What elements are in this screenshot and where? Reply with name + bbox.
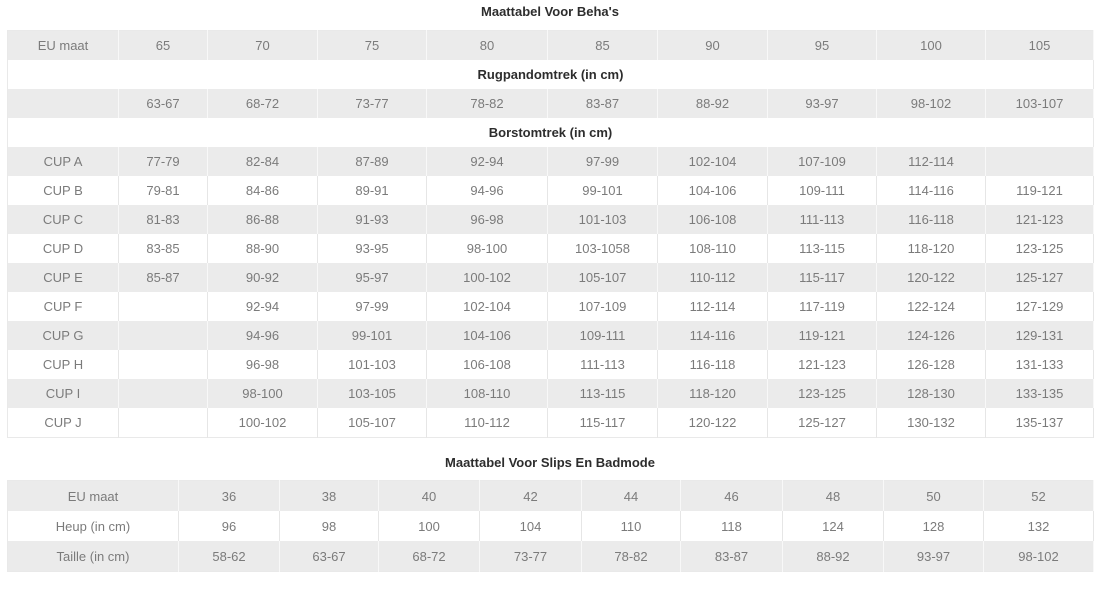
table-row — [8, 147, 1094, 176]
value-cell: 109-111 — [548, 321, 658, 350]
value-cell: 117-119 — [768, 292, 877, 321]
value-cell: 99-101 — [318, 321, 427, 350]
table-row — [8, 541, 1094, 572]
value-cell: 95 — [768, 31, 877, 61]
value-cell: 86-88 — [208, 205, 318, 234]
row-label-cell: CUP A — [8, 147, 119, 176]
row-label-cell: CUP G — [8, 321, 119, 350]
value-cell: 79-81 — [119, 176, 208, 205]
value-cell: 78-82 — [582, 541, 681, 572]
value-cell: 94-96 — [427, 176, 548, 205]
value-cell: 118 — [681, 511, 783, 541]
value-cell: 88-92 — [783, 541, 884, 572]
value-cell: 98-100 — [208, 379, 318, 408]
value-cell: 105-107 — [318, 408, 427, 438]
table-row — [8, 89, 1094, 118]
value-cell: 127-129 — [986, 292, 1094, 321]
value-cell: 70 — [208, 31, 318, 61]
row-label-cell: EU maat — [8, 31, 119, 61]
row-label-cell: CUP B — [8, 176, 119, 205]
value-cell: 113-115 — [768, 234, 877, 263]
value-cell: 90-92 — [208, 263, 318, 292]
value-cell: 63-67 — [280, 541, 379, 572]
table-row — [8, 481, 1094, 512]
value-cell: 85-87 — [119, 263, 208, 292]
value-cell: 129-131 — [986, 321, 1094, 350]
row-label-cell: CUP F — [8, 292, 119, 321]
value-cell: 115-117 — [548, 408, 658, 438]
value-cell: 101-103 — [548, 205, 658, 234]
value-cell: 128 — [884, 511, 984, 541]
section-row — [8, 118, 1094, 147]
row-label-cell: CUP C — [8, 205, 119, 234]
briefs-size-table — [7, 480, 1094, 572]
value-cell: 46 — [681, 481, 783, 512]
value-cell: 82-84 — [208, 147, 318, 176]
value-cell: 114-116 — [658, 321, 768, 350]
value-cell — [119, 408, 208, 438]
table-row — [8, 263, 1094, 292]
value-cell: 109-111 — [768, 176, 877, 205]
value-cell: 115-117 — [768, 263, 877, 292]
value-cell: 124 — [783, 511, 884, 541]
value-cell: 133-135 — [986, 379, 1094, 408]
table-row — [8, 234, 1094, 263]
table-row — [8, 511, 1094, 541]
row-label-cell: CUP H — [8, 350, 119, 379]
value-cell: 122-124 — [877, 292, 986, 321]
value-cell: 92-94 — [208, 292, 318, 321]
value-cell: 120-122 — [877, 263, 986, 292]
value-cell: 65 — [119, 31, 208, 61]
value-cell: 123-125 — [768, 379, 877, 408]
value-cell: 103-107 — [986, 89, 1094, 118]
value-cell: 42 — [480, 481, 582, 512]
value-cell: 96 — [179, 511, 280, 541]
value-cell: 98-100 — [427, 234, 548, 263]
value-cell: 75 — [318, 31, 427, 61]
value-cell: 92-94 — [427, 147, 548, 176]
table-row — [8, 350, 1094, 379]
value-cell: 131-133 — [986, 350, 1094, 379]
value-cell: 97-99 — [548, 147, 658, 176]
value-cell: 100 — [379, 511, 480, 541]
table-row — [8, 321, 1094, 350]
value-cell: 132 — [984, 511, 1094, 541]
value-cell: 116-118 — [877, 205, 986, 234]
value-cell: 106-108 — [427, 350, 548, 379]
value-cell: 119-121 — [768, 321, 877, 350]
value-cell: 104 — [480, 511, 582, 541]
value-cell: 100 — [877, 31, 986, 61]
value-cell: 93-95 — [318, 234, 427, 263]
table-row — [8, 408, 1094, 438]
value-cell: 118-120 — [877, 234, 986, 263]
section-label-cell: Rugpandomtrek (in cm) — [8, 60, 1094, 89]
value-cell: 104-106 — [658, 176, 768, 205]
row-label-cell — [8, 89, 119, 118]
value-cell: 52 — [984, 481, 1094, 512]
value-cell: 78-82 — [427, 89, 548, 118]
value-cell: 48 — [783, 481, 884, 512]
value-cell: 73-77 — [480, 541, 582, 572]
value-cell: 113-115 — [548, 379, 658, 408]
value-cell: 121-123 — [986, 205, 1094, 234]
table-row — [8, 31, 1094, 61]
value-cell: 88-92 — [658, 89, 768, 118]
value-cell — [119, 292, 208, 321]
value-cell: 81-83 — [119, 205, 208, 234]
row-label-cell: CUP I — [8, 379, 119, 408]
value-cell: 90 — [658, 31, 768, 61]
row-label-cell: CUP E — [8, 263, 119, 292]
value-cell: 80 — [427, 31, 548, 61]
value-cell: 121-123 — [768, 350, 877, 379]
section-label-cell: Borstomtrek (in cm) — [8, 118, 1094, 147]
value-cell: 83-85 — [119, 234, 208, 263]
value-cell: 108-110 — [427, 379, 548, 408]
value-cell: 104-106 — [427, 321, 548, 350]
value-cell: 105 — [986, 31, 1094, 61]
value-cell: 87-89 — [318, 147, 427, 176]
value-cell: 84-86 — [208, 176, 318, 205]
value-cell: 114-116 — [877, 176, 986, 205]
value-cell — [119, 379, 208, 408]
value-cell — [119, 321, 208, 350]
value-cell: 38 — [280, 481, 379, 512]
value-cell: 96-98 — [208, 350, 318, 379]
value-cell: 128-130 — [877, 379, 986, 408]
table-row — [8, 205, 1094, 234]
value-cell: 40 — [379, 481, 480, 512]
value-cell: 36 — [179, 481, 280, 512]
briefs-table-title: Maattabel Voor Slips En Badmode — [445, 455, 655, 470]
value-cell: 120-122 — [658, 408, 768, 438]
value-cell: 85 — [548, 31, 658, 61]
value-cell: 98 — [280, 511, 379, 541]
value-cell: 63-67 — [119, 89, 208, 118]
value-cell: 108-110 — [658, 234, 768, 263]
value-cell: 95-97 — [318, 263, 427, 292]
value-cell: 96-98 — [427, 205, 548, 234]
value-cell: 100-102 — [208, 408, 318, 438]
value-cell: 68-72 — [379, 541, 480, 572]
value-cell: 77-79 — [119, 147, 208, 176]
value-cell: 97-99 — [318, 292, 427, 321]
value-cell: 68-72 — [208, 89, 318, 118]
value-cell: 105-107 — [548, 263, 658, 292]
value-cell: 102-104 — [658, 147, 768, 176]
value-cell: 130-132 — [877, 408, 986, 438]
value-cell: 110 — [582, 511, 681, 541]
value-cell: 58-62 — [179, 541, 280, 572]
value-cell: 93-97 — [884, 541, 984, 572]
value-cell: 103-1058 — [548, 234, 658, 263]
row-label-cell: Heup (in cm) — [8, 511, 179, 541]
value-cell — [986, 147, 1094, 176]
value-cell: 103-105 — [318, 379, 427, 408]
value-cell: 102-104 — [427, 292, 548, 321]
row-label-cell: CUP D — [8, 234, 119, 263]
value-cell: 124-126 — [877, 321, 986, 350]
value-cell: 125-127 — [768, 408, 877, 438]
value-cell: 111-113 — [548, 350, 658, 379]
value-cell: 123-125 — [986, 234, 1094, 263]
value-cell: 107-109 — [768, 147, 877, 176]
value-cell: 135-137 — [986, 408, 1094, 438]
value-cell: 88-90 — [208, 234, 318, 263]
value-cell: 119-121 — [986, 176, 1094, 205]
value-cell: 73-77 — [318, 89, 427, 118]
bra-table-body — [8, 31, 1094, 438]
value-cell: 126-128 — [877, 350, 986, 379]
value-cell: 112-114 — [658, 292, 768, 321]
value-cell: 106-108 — [658, 205, 768, 234]
value-cell: 98-102 — [984, 541, 1094, 572]
value-cell: 112-114 — [877, 147, 986, 176]
row-label-cell: EU maat — [8, 481, 179, 512]
value-cell: 44 — [582, 481, 681, 512]
row-label-cell: Taille (in cm) — [8, 541, 179, 572]
section-row — [8, 60, 1094, 89]
value-cell: 83-87 — [681, 541, 783, 572]
value-cell: 50 — [884, 481, 984, 512]
value-cell: 101-103 — [318, 350, 427, 379]
value-cell: 93-97 — [768, 89, 877, 118]
value-cell: 98-102 — [877, 89, 986, 118]
table-row — [8, 292, 1094, 321]
table-row — [8, 176, 1094, 205]
value-cell: 89-91 — [318, 176, 427, 205]
value-cell: 83-87 — [548, 89, 658, 118]
value-cell: 99-101 — [548, 176, 658, 205]
value-cell: 110-112 — [427, 408, 548, 438]
size-chart-page — [0, 4, 1100, 572]
value-cell: 94-96 — [208, 321, 318, 350]
value-cell: 91-93 — [318, 205, 427, 234]
value-cell: 116-118 — [658, 350, 768, 379]
briefs-table-body — [8, 481, 1094, 572]
bra-table-title: Maattabel Voor Beha's — [481, 4, 619, 19]
table-row — [8, 379, 1094, 408]
value-cell: 100-102 — [427, 263, 548, 292]
row-label-cell: CUP J — [8, 408, 119, 438]
value-cell: 111-113 — [768, 205, 877, 234]
value-cell: 118-120 — [658, 379, 768, 408]
bra-size-table — [7, 30, 1094, 438]
value-cell: 125-127 — [986, 263, 1094, 292]
value-cell: 107-109 — [548, 292, 658, 321]
value-cell — [119, 350, 208, 379]
value-cell: 110-112 — [658, 263, 768, 292]
